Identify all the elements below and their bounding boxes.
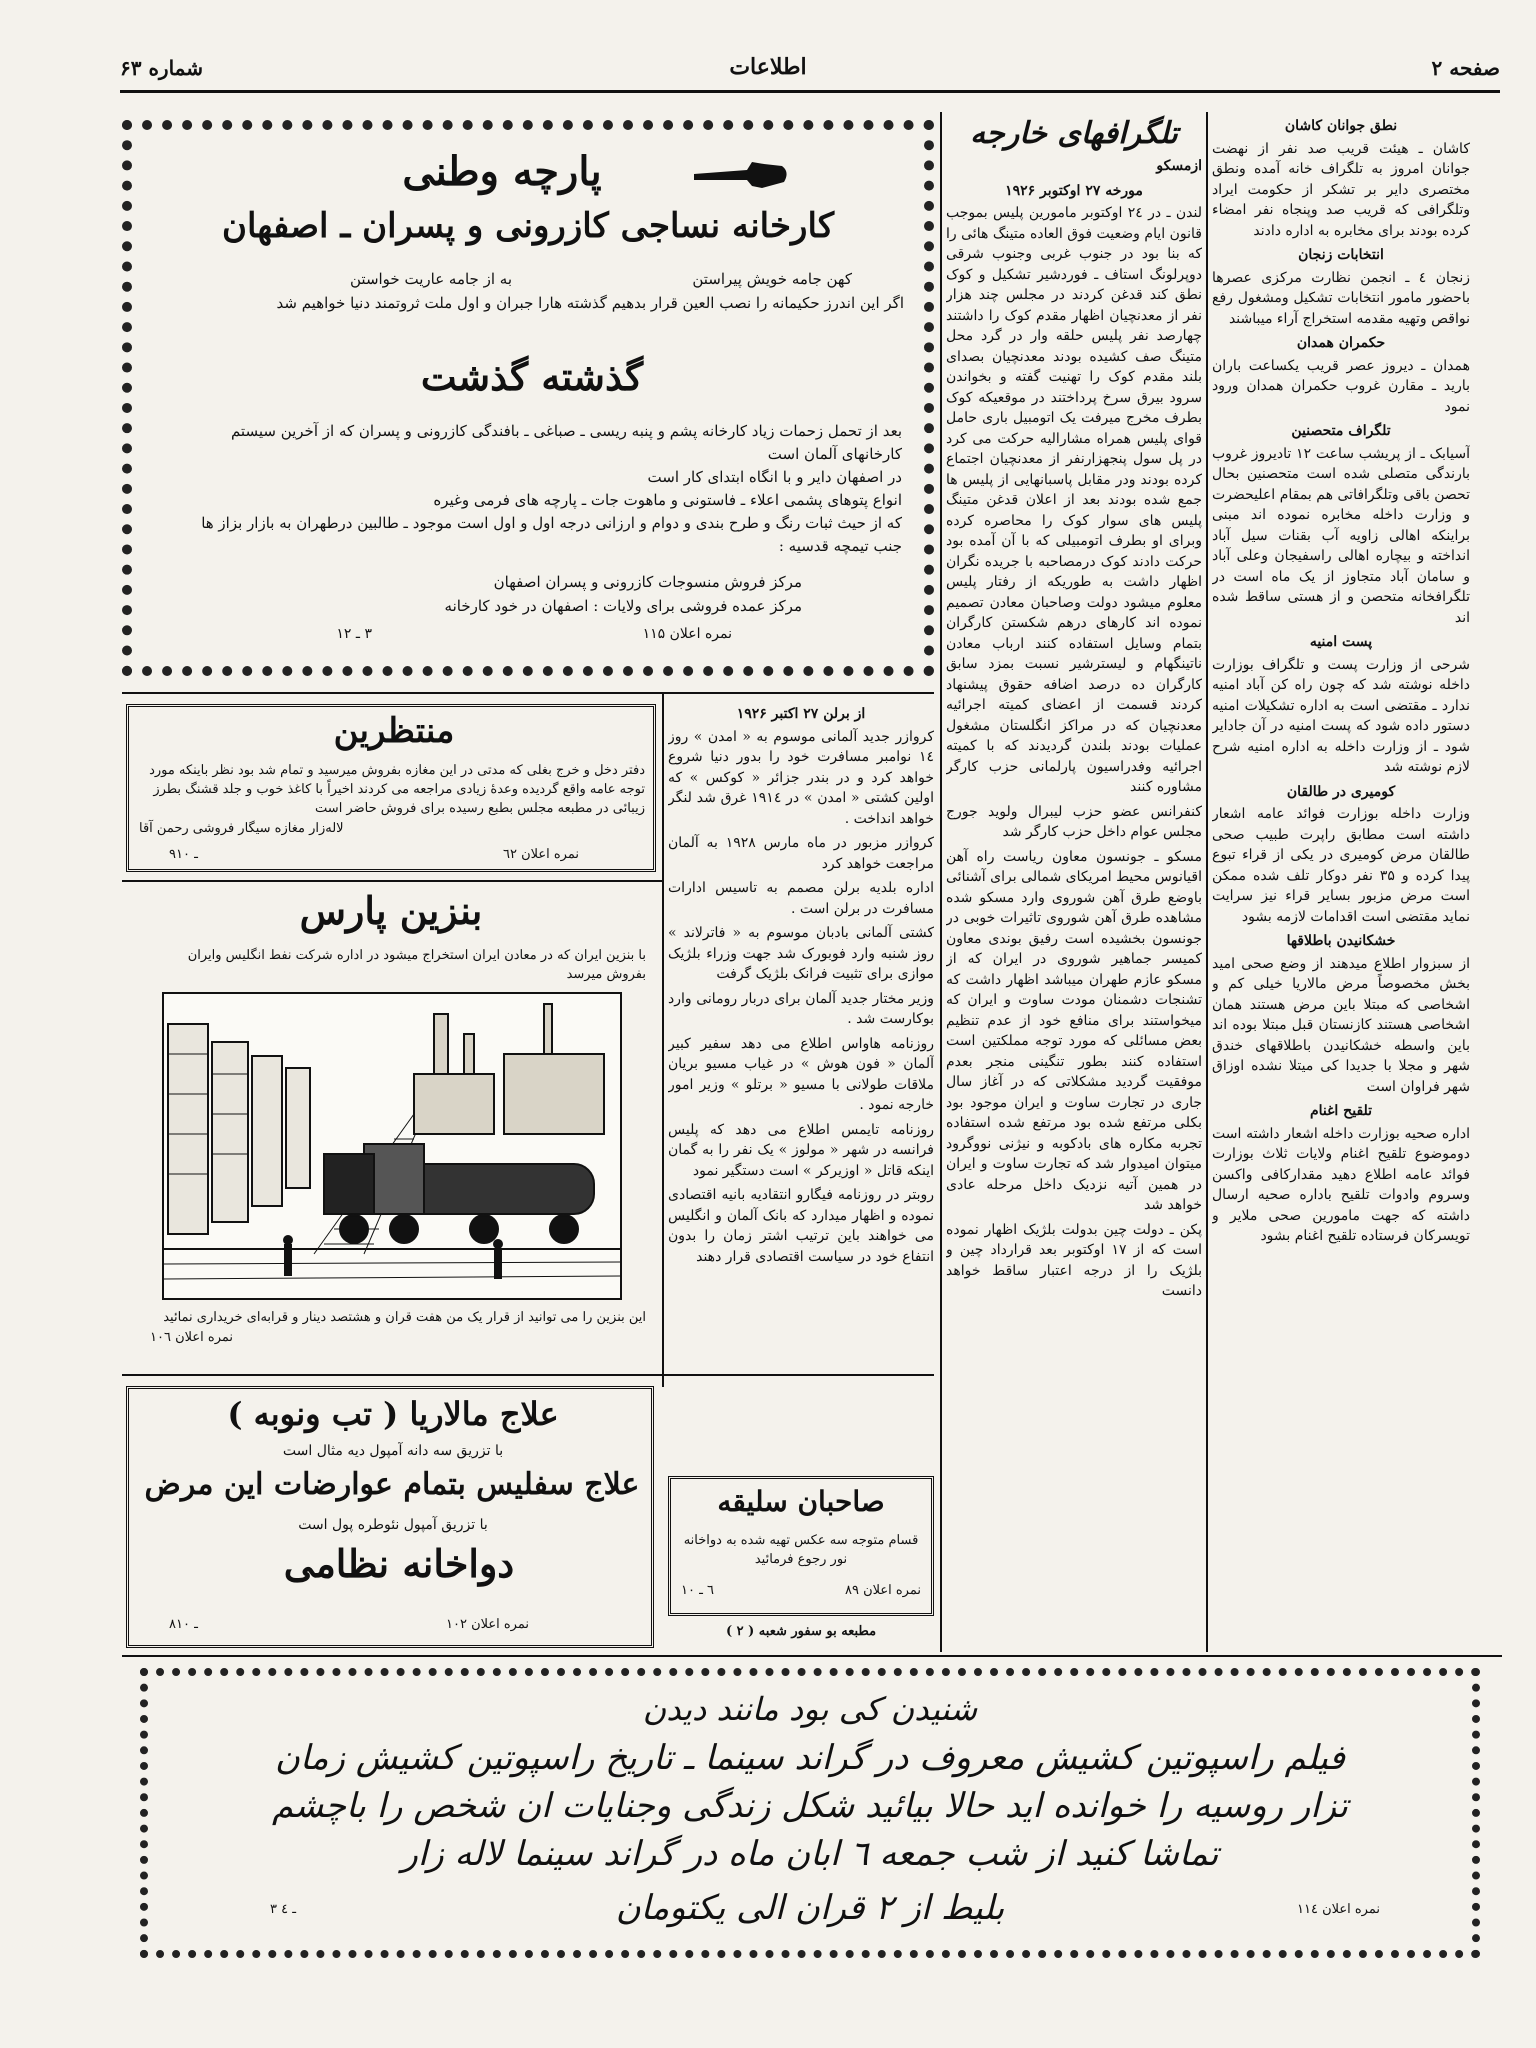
dateline: از برلن ۲۷ اکتبر ۱۹۲۶ bbox=[736, 706, 866, 722]
news-paragraph: همدان ـ دیروز عصر قریب یکساعت باران بارید ـ مقارن غروب حکمران همدان ورود نمود bbox=[1212, 357, 1470, 415]
benzin-advertisement bbox=[126, 888, 656, 1374]
ad-subtitle: کارخانه نساجی کازرونی و پسران ـ اصفهان bbox=[221, 206, 835, 246]
news-paragraph: کشتی آلمانی بادبان موسوم به « فاترلاند » روز شنبه وارد فوبورک شد جهت وزراء بلژیک موازی برای تثبیت فرانک بلژیک گرفت bbox=[668, 925, 934, 982]
ad-body-line: بعد از تحمل زحمات زیاد کارخانه پشم و پنبه ریسی ـ صباغی ـ بافندگی کازرونی و پسران که از آخرین سیستم کارخانهای آلمان است bbox=[230, 422, 902, 463]
news-paragraph: زنجان ٤ ـ انجمن نظارت مرکزی عصرها باحضور مامور انتخابات تشکیل ومشغول رفع نواقص وتهیه مقدمه استخراج آراء میباشند bbox=[1212, 269, 1470, 327]
section-title: تلگرافهای خارجه bbox=[970, 116, 1178, 151]
ad-issues: ۸ـ ۱۰ bbox=[169, 1617, 198, 1632]
ad-intro: اگر این اندرز حکیمانه را نصب العین قرار بدهیم گذشته هارا جبران و اول ملت ثروتمند دنیا خواهیم شد bbox=[276, 294, 904, 312]
section-rule bbox=[122, 1655, 1502, 1657]
printer-credit: مطبعه بو سفور شعبه ( ۲ ) bbox=[725, 1624, 877, 1639]
ad-shop: لاله‌زار مغازه سیگار فروشی رحمن آقا bbox=[139, 821, 344, 836]
montazerin-advertisement bbox=[126, 704, 656, 872]
section-rule bbox=[122, 1374, 934, 1376]
ad-address bbox=[282, 570, 802, 618]
poem-line: کهن جامه خویش پیراستن bbox=[692, 270, 852, 288]
news-paragraph: کروازر جدید آلمانی موسوم به « امدن » روز ۱٤ نوامبر مسافرت خود را بدور دنیا شروع خواهد کرد و در بندر جزائر « کوکس » که اولین کشتی « امدن » در ۱۹۱٤ غرق شد لنگر خواهد انداخت . bbox=[668, 728, 934, 827]
ad-caption: این بنزین را می توانید از قرار یک من هفت قران و هشتصد دینار و قرابه‌ای خریداری نمائید bbox=[163, 1310, 646, 1325]
news-paragraph: روبتر در روزنامه فیگارو انتقادیه بانیه اقتصادی نموده و اظهار میدارد که بانک آلمان و انگلیس می خواهند باین ترتیب اشتر زمان را بدون انتفاع خود در سیاست اقتصادی قرار دهند bbox=[668, 1187, 934, 1265]
section-rule bbox=[122, 880, 662, 882]
section-rule bbox=[122, 692, 934, 694]
page-number: صفحه ۲ bbox=[1431, 56, 1500, 80]
address-line: مرکز عمده فروشی برای ولایات : اصفهان در خود کارخانه bbox=[444, 597, 802, 615]
headline: تلقیح اغنام bbox=[1309, 1103, 1373, 1119]
ad-issues: ٦ ـ ۱۰ bbox=[681, 1583, 715, 1598]
cinema-advertisement bbox=[140, 1668, 1480, 1958]
ad-title: صاحبان سلیقه bbox=[717, 1485, 885, 1518]
ad-title: بنزین پارس bbox=[299, 888, 483, 933]
pharmacy-name: دواخانه نظامی bbox=[283, 1541, 515, 1586]
ad-body-line: انواع پتوهای پشمی اعلاء ـ فاستونی و ماهوت جات ـ پارچه های فرمی وغیره bbox=[433, 491, 902, 509]
news-paragraph: پکن ـ دولت چین بدولت بلژیک اظهار نموده است که از ۱۷ اوکتوبر بعد قرارداد چین و بلژیک را از درجه اعتبار ساقط خواهد دانست bbox=[946, 1221, 1202, 1299]
ad-title: پارچه وطنی bbox=[402, 148, 602, 195]
headline: انتخابات زنجان bbox=[1298, 247, 1384, 263]
saheban-advertisement bbox=[668, 1476, 934, 1616]
ad-title: علاج مالاریا ( تب ونوبه ) bbox=[227, 1395, 559, 1433]
ad-line: با تزریق سه دانه آمپول دیه مثال است bbox=[282, 1443, 504, 1459]
refinery-illustration bbox=[162, 992, 622, 1300]
ad-title: منتظرین bbox=[333, 711, 455, 751]
news-paragraph: وزارت داخله بوزارت فوائد عامه اشعار داشته است مطابق راپرت طبیب صحی طالقان مرض کومیری در یکی از قراء تبوع پیدا کرده و ۳۵ نفر دوکار تلف شده ممکن است مرض مزبور بسایر قراء نیز سرایت نماید مقتضی است اقدامات لازمه بشود bbox=[1212, 806, 1470, 925]
ad-body bbox=[172, 420, 902, 558]
news-paragraph: روزنامه تایمس اطلاع می دهد که پلیس فرانسه در شهر « مولوز » یک نفر را به گمان اینکه قاتل « اوزیرکر » است دستگیر نمود bbox=[668, 1121, 934, 1179]
berlin-news-column bbox=[668, 700, 934, 1360]
ad-number: نمره اعلان ۱۱۵ bbox=[642, 626, 732, 642]
news-paragraph: کاشان ـ هیئت قریب صد نفر از نهضت جوانان امروز به تلگراف خانه آمده ونطق مختصری دایر بر تشکر از حکومت ایراد وتلگرافی که قریب صد وپنجاه نفر امضاء کرده بودند برای مخابره به اداره دادند bbox=[1212, 140, 1470, 239]
issue-number: شماره ۶۳ bbox=[120, 56, 203, 80]
news-paragraph: لندن ـ در ۲٤ اوکتوبر مامورین پلیس بموجب قانون ایام وضعیت فوق العاده متینگ هائی را که بنا بود در جنوب غربی وجنوب شرقی دوپرلونگ استاف ـ فوردشیر تشکیل و کوک نطق کند قدغن کردند در مجلس چند هزار نفر از معدنچیان اظهار مقدم کوک را داشتند چهارصد نفر پلیس حلقه وار در گرد محل متینگ صف کشیده بودند معدنچیان بصدای بلند مقدم کوک را تهنیت گفته و بخواندن سرود بیرق سرخ پرداختند در موقعیکه کوک بطرف مخرج میرفت یک اتومبیل باری حامل قوای پلیس همراه مشارالیه حرکت می کرد در پل سول پنجهزارنفر از معدنچیان اجتماع کرده بودند ودر مقابل پاسبانهایی از پلیس ها جمع شده بودند بعد از اعلان قدغن متینگ پلیس های سوار کوک را محاصره کرده وبرای او بطرف اتومبیلی که با آن آمده بود حرکت دادند کوک درمصاحبه با جریده نگران اظهار داشت به طوریکه از رفتار پلیس معلوم میشود دولت وصاحبان معادن تصمیم نموده اند کارهای درهم شکستن کارگران بتمام وسایل استفاده کنند ارباب معادن ناتینگهام و لیسترشیر نسبت بمزد سابق کارگران ده درصد اضافه حقوق پیشنهاد کردند قسمت از اعضای کمیته اجرائیه معدنچیان که در مراکز انگلستان مشغول عملیات بودند بلندن گردیدند که با کمیته اجرائیه وفدراسیون پارلمانی حزب کارگر مشاوره کنند bbox=[946, 205, 1202, 795]
ad-number: نمره اعلان ۸۹ bbox=[844, 1583, 921, 1598]
ad-slogan: شنیدن کی بود مانند دیدن bbox=[642, 1690, 978, 1728]
news-paragraph: شرحی از وزارت پست و تلگراف بوزارت داخله نوشته شد که چون راه کن آباد امنیه ندارد ـ مقتضی است به اداره تشکیلات امنیه دستور داده شود که پست امنیه در آن جادایر شود ـ از وزارت داخله به اداره امنیه شرح لازم نوشته شد bbox=[1212, 656, 1470, 775]
foreign-telegraph-column bbox=[946, 112, 1202, 1652]
ad-issues: ۳ ـ ٤ bbox=[270, 1902, 297, 1917]
ad-number: نمره اعلان ۱۱٤ bbox=[1296, 1902, 1380, 1917]
ad-body: دفتر دخل و خرج بغلی که مدتی در این مغازه بفروش میرسید و تمام شد بود نظر باینکه مورد توجه عامه واقع گردیده وعدهٔ زیادی مراجعه می کردند اخیراً با کاغذ خوب و جلد قشنگ بطرز زیبائی در مطبعه مجلس بطبع رسیده برای فروش حاضر است bbox=[149, 763, 645, 816]
headline: حکمران همدان bbox=[1296, 335, 1386, 351]
headline: نطق جوانان کاشان bbox=[1284, 118, 1398, 134]
ad-body-line: که از حیث ثبات رنگ و طرح بندی و دوام و ارزانی درجه اول و اول است موجود ـ طالبین درطهران به بازار بزاز ها جنب تیمچه قدسیه : bbox=[201, 514, 902, 555]
news-paragraph: کروازر مزبور در ماه مارس ۱۹۲۸ به آلمان مراجعت خواهد کرد bbox=[668, 835, 934, 872]
headline: تلگراف متحصنین bbox=[1291, 423, 1391, 439]
column-divider bbox=[662, 692, 664, 1387]
headline: خشکانیدن باطلاقها bbox=[1286, 933, 1396, 949]
ad-body-line: در اصفهان دایر و با انگاه ابتدای کار است bbox=[647, 468, 902, 486]
ad-line: تزار روسیه را خوانده اید حالا بیائید شکل زندگی وجنایات ان شخص را باچشم bbox=[272, 1786, 1348, 1826]
ad-line: فیلم راسپوتین کشیش معروف در گراند سینما ـ تاریخ راسپوتین کشیش زمان bbox=[275, 1738, 1345, 1778]
headline: کومیری در طالقان bbox=[1286, 783, 1396, 800]
news-paragraph: آسیابک ـ از پریشب ساعت ۱۲ تادیروز غروب بارندگی متصلی شده است متحصنین بحال تحصن باقی وتلگرافاتی هم بمقام اعلیحضرت و وزارت داخله مخابره نموده اند مبنی براینکه اهالی زاویه آب بقنات سیل آباد انداخته و بیچاره اهالی راسفیجان وعلی آباد و سامان آباد متجاوز از یک ماه است در تلگرافخانه متحصن و از هستی ساقط شده اند bbox=[1212, 445, 1470, 626]
news-paragraph: کنفرانس عضو حزب لیبرال ولوید جورج مجلس عوام داخل حزب کارگر شد bbox=[946, 803, 1202, 840]
ad-body: قسام متوجه سه عکس تهیه شده به دواخانه نور رجوع فرمائید bbox=[683, 1533, 919, 1567]
domestic-news-column bbox=[1212, 112, 1470, 1652]
textile-advertisement bbox=[122, 120, 934, 676]
pointing-hand-icon bbox=[692, 152, 792, 202]
ad-issues: ۳ ـ ۱۲ bbox=[336, 626, 372, 642]
news-paragraph: وزیر مختار جدید آلمان برای دربار رومانی وارد بوکارست شد . bbox=[668, 990, 934, 1027]
ad-line: تماشا کنید از شب جمعه ٦ ابان ماه در گراند سینما لاله زار bbox=[401, 1834, 1219, 1874]
ad-line: با تزریق آمپول نئوطره پول است bbox=[298, 1517, 488, 1533]
poem-line: به از جامه عاریت خواستن bbox=[350, 270, 512, 288]
masthead-title: اطلاعات bbox=[729, 54, 807, 80]
ad-issues: ۹ـ ۱۰ bbox=[169, 847, 198, 862]
ad-slogan: گذشته گذشت bbox=[420, 354, 644, 399]
news-paragraph: اداره بلدیه برلن مصمم به تاسیس ادارات مسافرت در برلن است . bbox=[668, 880, 934, 917]
headline: پست امنیه bbox=[1309, 634, 1373, 650]
ad-number: نمره اعلان ٦۲ bbox=[502, 847, 579, 862]
ad-body: با بنزین ایران که در معادن ایران استخراج میشود در اداره شرکت نفط انگلیس وایران بفروش میرسد bbox=[187, 948, 646, 982]
column-divider bbox=[1206, 112, 1208, 1652]
ad-subtitle: علاج سفلیس بتمام عوارضات این مرض bbox=[144, 1467, 640, 1502]
ad-number: نمره اعلان ۱۰٦ bbox=[150, 1330, 234, 1345]
header-rule bbox=[120, 90, 1500, 93]
news-paragraph: اداره صحیه بوزارت داخله اشعار داشته است دوموضوع تلقیح اغنام ولایات ثلاث بوزارت فوائد عامه اطلاع دهید مقدارکافی واکسن وسروم وادوات تلقیح باداره صحیه ارسال داشته که جهت مامورین صحی ملایر و تویسرکان فرستاده تلقیح اغنام بشود bbox=[1212, 1125, 1470, 1244]
ad-number: نمره اعلان ۱۰۲ bbox=[445, 1617, 529, 1632]
dateline: مورخه ۲۷ اوکتوبر ۱۹۲۶ bbox=[1005, 182, 1143, 199]
news-paragraph: از سبزوار اطلاع میدهند از وضع صحی امید بخش مخصوصاً مرض مالاریا خیلی کم و اشخاصی که مبتلا باین مرض هستند همان اشخاصی هستند کازنستان قبل مبتلا بوده اند باین واسطه خشکانیدن باطلاقهای خندق شهر و مجلا با جدیدا کی میتلا نشده اوزاق شهر فراوان است bbox=[1212, 955, 1470, 1095]
ticket-price: بلیط از ۲ قران الی یکتومان bbox=[615, 1888, 1005, 1928]
address-line: مرکز فروش منسوجات کازرونی و پسران اصفهان bbox=[493, 573, 802, 591]
news-paragraph: مسکو ـ جونسون معاون ریاست راه آهن اقیانوس محیط امریکای شمالی برای آشنائی باوضع طرق آهن شوروی وارد مسکو شده مشاهده طرق آهن شوروی تاثیرات خوبی در جونسون بخشیده است رفیق بوندی معاون کمیسر جماهیر شوروی در ایران که از مسکو عازم طهران میباشد اظهار داشت که تشنجات دشمنان مودت ساوت و ایران که میخواستند برای منافع خود از عدم تنظیم بعض مسائلی که مورد توجه مملکتین است استفاده کنند بطور تنگینی منجر بعدم موفقیت گردید مشکلاتی که در آغاز سال جاری در تجارت ساوت و ایران موجود بود بکلی مرتفع شده بود مرتفع شده استفاده تجربه مکاره های بادکوبه و نیژنی نووگرود میتوان امیدوار شد که تجارت ساوت و ایران در همین آتیه نزدیک داخل مرحله عادی خواهد شد bbox=[946, 848, 1202, 1213]
column-divider bbox=[940, 112, 942, 1652]
dateline-origin: ازمسکو bbox=[1156, 158, 1202, 174]
malaria-advertisement bbox=[126, 1386, 654, 1648]
news-paragraph: روزنامه هاواس اطلاع می دهد سفیر کبیر آلمان « فون هوش » در غیاب مسیو بریان ملاقات طولانی با مسیو « برتلو » وزیر امور خارجه نمود . bbox=[668, 1035, 934, 1113]
